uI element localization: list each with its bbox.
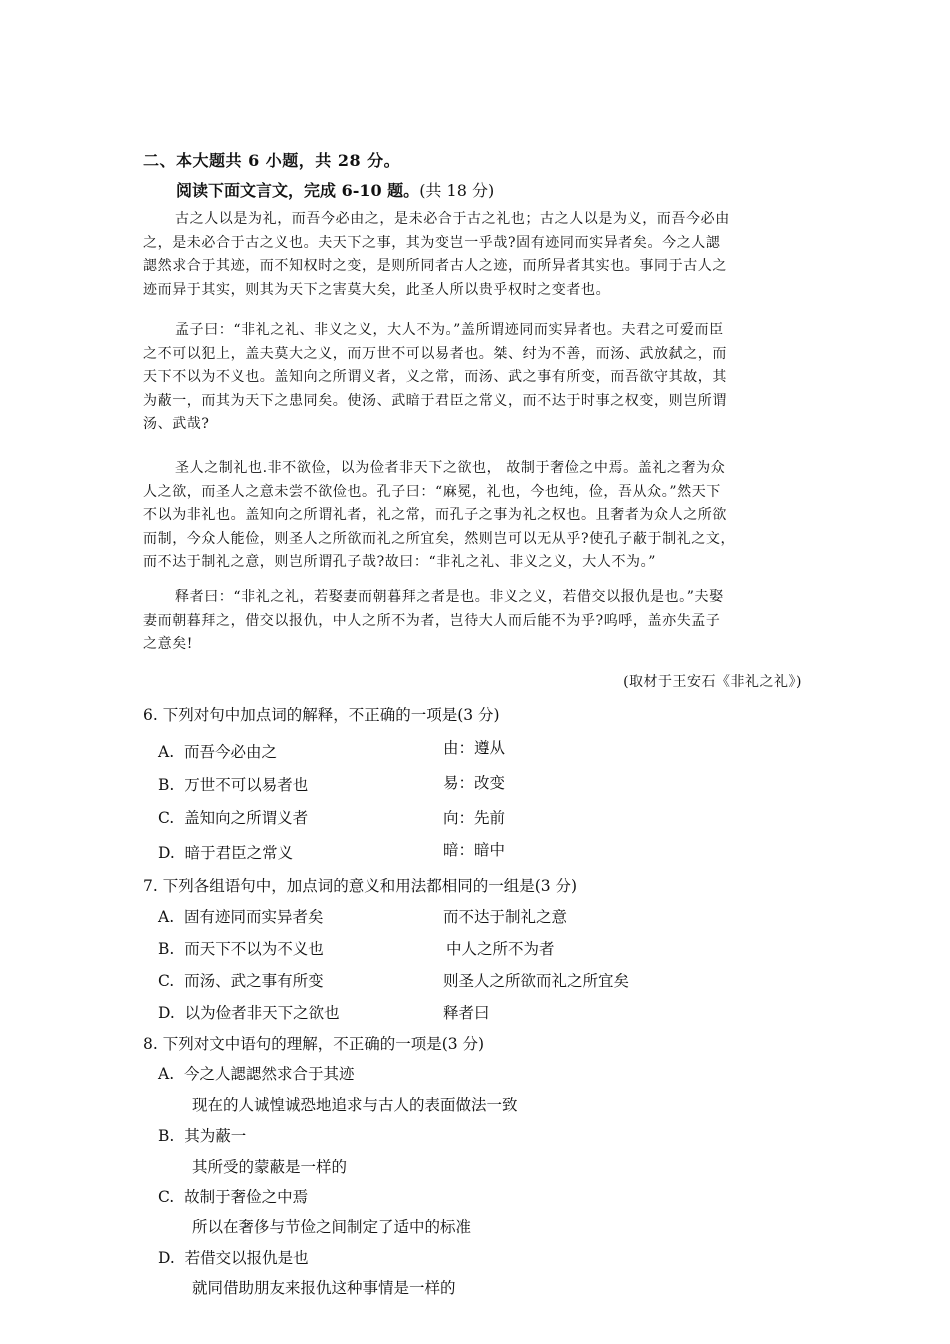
- passage-paragraph-4: [143, 586, 808, 657]
- passage-line: 而制，今众人能俭，则圣人之所欲而礼之所宜矣，然则岂可以无从乎?使孔子蔽于制礼之文，: [143, 530, 736, 547]
- passage-line: 之，是未必合于古之义也。夫天下之事，其为变岂一乎哉?固有迹同而实异者矣。今之人諰: [143, 234, 721, 251]
- q7-option-c: C. 而汤、武之事有所变: [158, 972, 324, 990]
- q6-option-a-gloss: 由：遵从: [443, 739, 506, 757]
- q8-option-c: C. 故制于奢俭之中焉: [158, 1188, 309, 1206]
- q7-option-d-pair: 释者曰: [443, 1004, 490, 1022]
- source-note: (取材于王安石《非礼之礼》): [623, 674, 802, 690]
- q6-option-b: B. 万世不可以易者也: [158, 776, 309, 794]
- q6-option-a: A. 而吾今必由之: [158, 743, 277, 761]
- q8-option-d: D. 若借交以报仇是也: [158, 1249, 309, 1267]
- q8-option-d-explain: 就同借助朋友来报仇这种事情是一样的: [192, 1279, 456, 1297]
- q7-option-d: D. 以为俭者非天下之欲也: [158, 1004, 340, 1022]
- passage-line: 妻而朝暮拜之，借交以报仇，中人之所不为者，岂待大人而后能不为乎?呜呼，盖亦失孟子: [143, 612, 721, 629]
- passage-line: 圣人之制礼也.非不欲俭，以为俭者非天下之欲也， 故制于奢俭之中焉。盖礼之奢为众: [175, 460, 726, 476]
- passage-paragraph-1: [143, 208, 808, 302]
- question-8-stem: 8. 下列对文中语句的理解，不正确的一项是(3 分): [143, 1035, 485, 1053]
- q6-option-d: D. 暗于君臣之常义: [158, 844, 294, 862]
- passage-line: 而不达于制礼之意，则岂所谓孔子哉?故曰：“非礼之礼、非义之义，大人不为。”: [143, 554, 657, 570]
- question-7-stem: 7. 下列各组语句中，加点词的意义和用法都相同的一组是(3 分): [143, 877, 578, 895]
- passage-paragraph-3: [143, 457, 808, 575]
- q6-option-d-gloss: 暗：暗中: [443, 841, 506, 859]
- q7-option-a: A. 固有迹同而实异者矣: [158, 908, 324, 926]
- q8-option-b: B. 其为蔽一: [158, 1127, 247, 1145]
- passage-line: 迹而异于其实，则其为天下之害莫大矣，此圣人所以贵乎权时之变者也。: [143, 281, 611, 298]
- passage-line: 孟子曰：“非礼之礼、非义之义，大人不为。”盖所谓迹同而实异者也。夫君之可爱而臣: [175, 322, 724, 338]
- q8-option-b-explain: 其所受的蒙蔽是一样的: [192, 1158, 348, 1176]
- passage-line: 人之欲，而圣人之意未尝不欲俭也。孔子曰：“麻冕，礼也，今也纯，俭，吾从众。”然天下: [143, 483, 721, 500]
- q7-option-b: B. 而天下不以为不义也: [158, 940, 324, 958]
- passage-line: 为蔽一，而其为天下之患同矣。使汤、武暗于君臣之常义，而不达于时事之权变，则岂所谓: [143, 392, 727, 409]
- question-6-stem: 6. 下列对句中加点词的解释，不正确的一项是(3 分): [143, 706, 500, 724]
- passage-line: 諰然求合于其迹，而不知权时之变，是则所同者古人之迹，而所异者其实也。事同于古人之: [143, 258, 727, 274]
- q6-option-c: C. 盖知向之所谓义者: [158, 809, 309, 827]
- passage-line: 古之人以是为礼，而吾今必由之，是未必合于古之礼也；古之人以是为义，而吾今必由: [175, 211, 730, 227]
- reading-intro-points: (共 18 分): [419, 181, 495, 200]
- passage-paragraph-2: [143, 319, 808, 437]
- passage-line: 不以为非礼也。盖知向之所谓礼者，礼之常，而孔子之事为礼之权也。且奢者为众人之所欲: [143, 507, 727, 523]
- reading-intro: [176, 178, 494, 201]
- q8-option-c-explain: 所以在奢侈与节俭之间制定了适中的标准: [192, 1218, 472, 1236]
- q6-option-b-gloss: 易：改变: [443, 774, 506, 792]
- q8-option-a-explain: 现在的人诚惶诚恐地追求与古人的表面做法一致: [192, 1096, 518, 1114]
- passage-line: 之意矣!: [143, 636, 194, 652]
- passage-line: 之不可以犯上，盖夫莫大之义，而万世不可以易者也。桀、纣为不善，而汤、武放弑之，而: [143, 345, 727, 362]
- q7-option-c-pair: 则圣人之所欲而礼之所宜矣: [443, 972, 630, 990]
- q8-option-a: A. 今之人諰諰然求合于其迹: [158, 1065, 355, 1083]
- q6-option-c-gloss: 向：先前: [443, 809, 506, 827]
- reading-intro-text: 阅读下面文言文，完成 6-10 题。: [176, 181, 420, 200]
- passage-line: 汤、武哉?: [143, 416, 210, 432]
- q7-option-b-pair: 中人之所不为者: [446, 940, 555, 958]
- passage-line: 天下不以为不义也。盖知向之所谓义者，义之常，而汤、武之事有所变，而吾欲守其故，其: [143, 369, 727, 385]
- passage-line: 释者曰：“非礼之礼，若娶妻而朝暮拜之者是也。非义之义，若借交以报仇是也。”夫娶: [175, 589, 724, 605]
- section-heading: 二、本大题共 6 小题，共 28 分。: [143, 151, 401, 170]
- q7-option-a-pair: 而不达于制礼之意: [443, 908, 568, 926]
